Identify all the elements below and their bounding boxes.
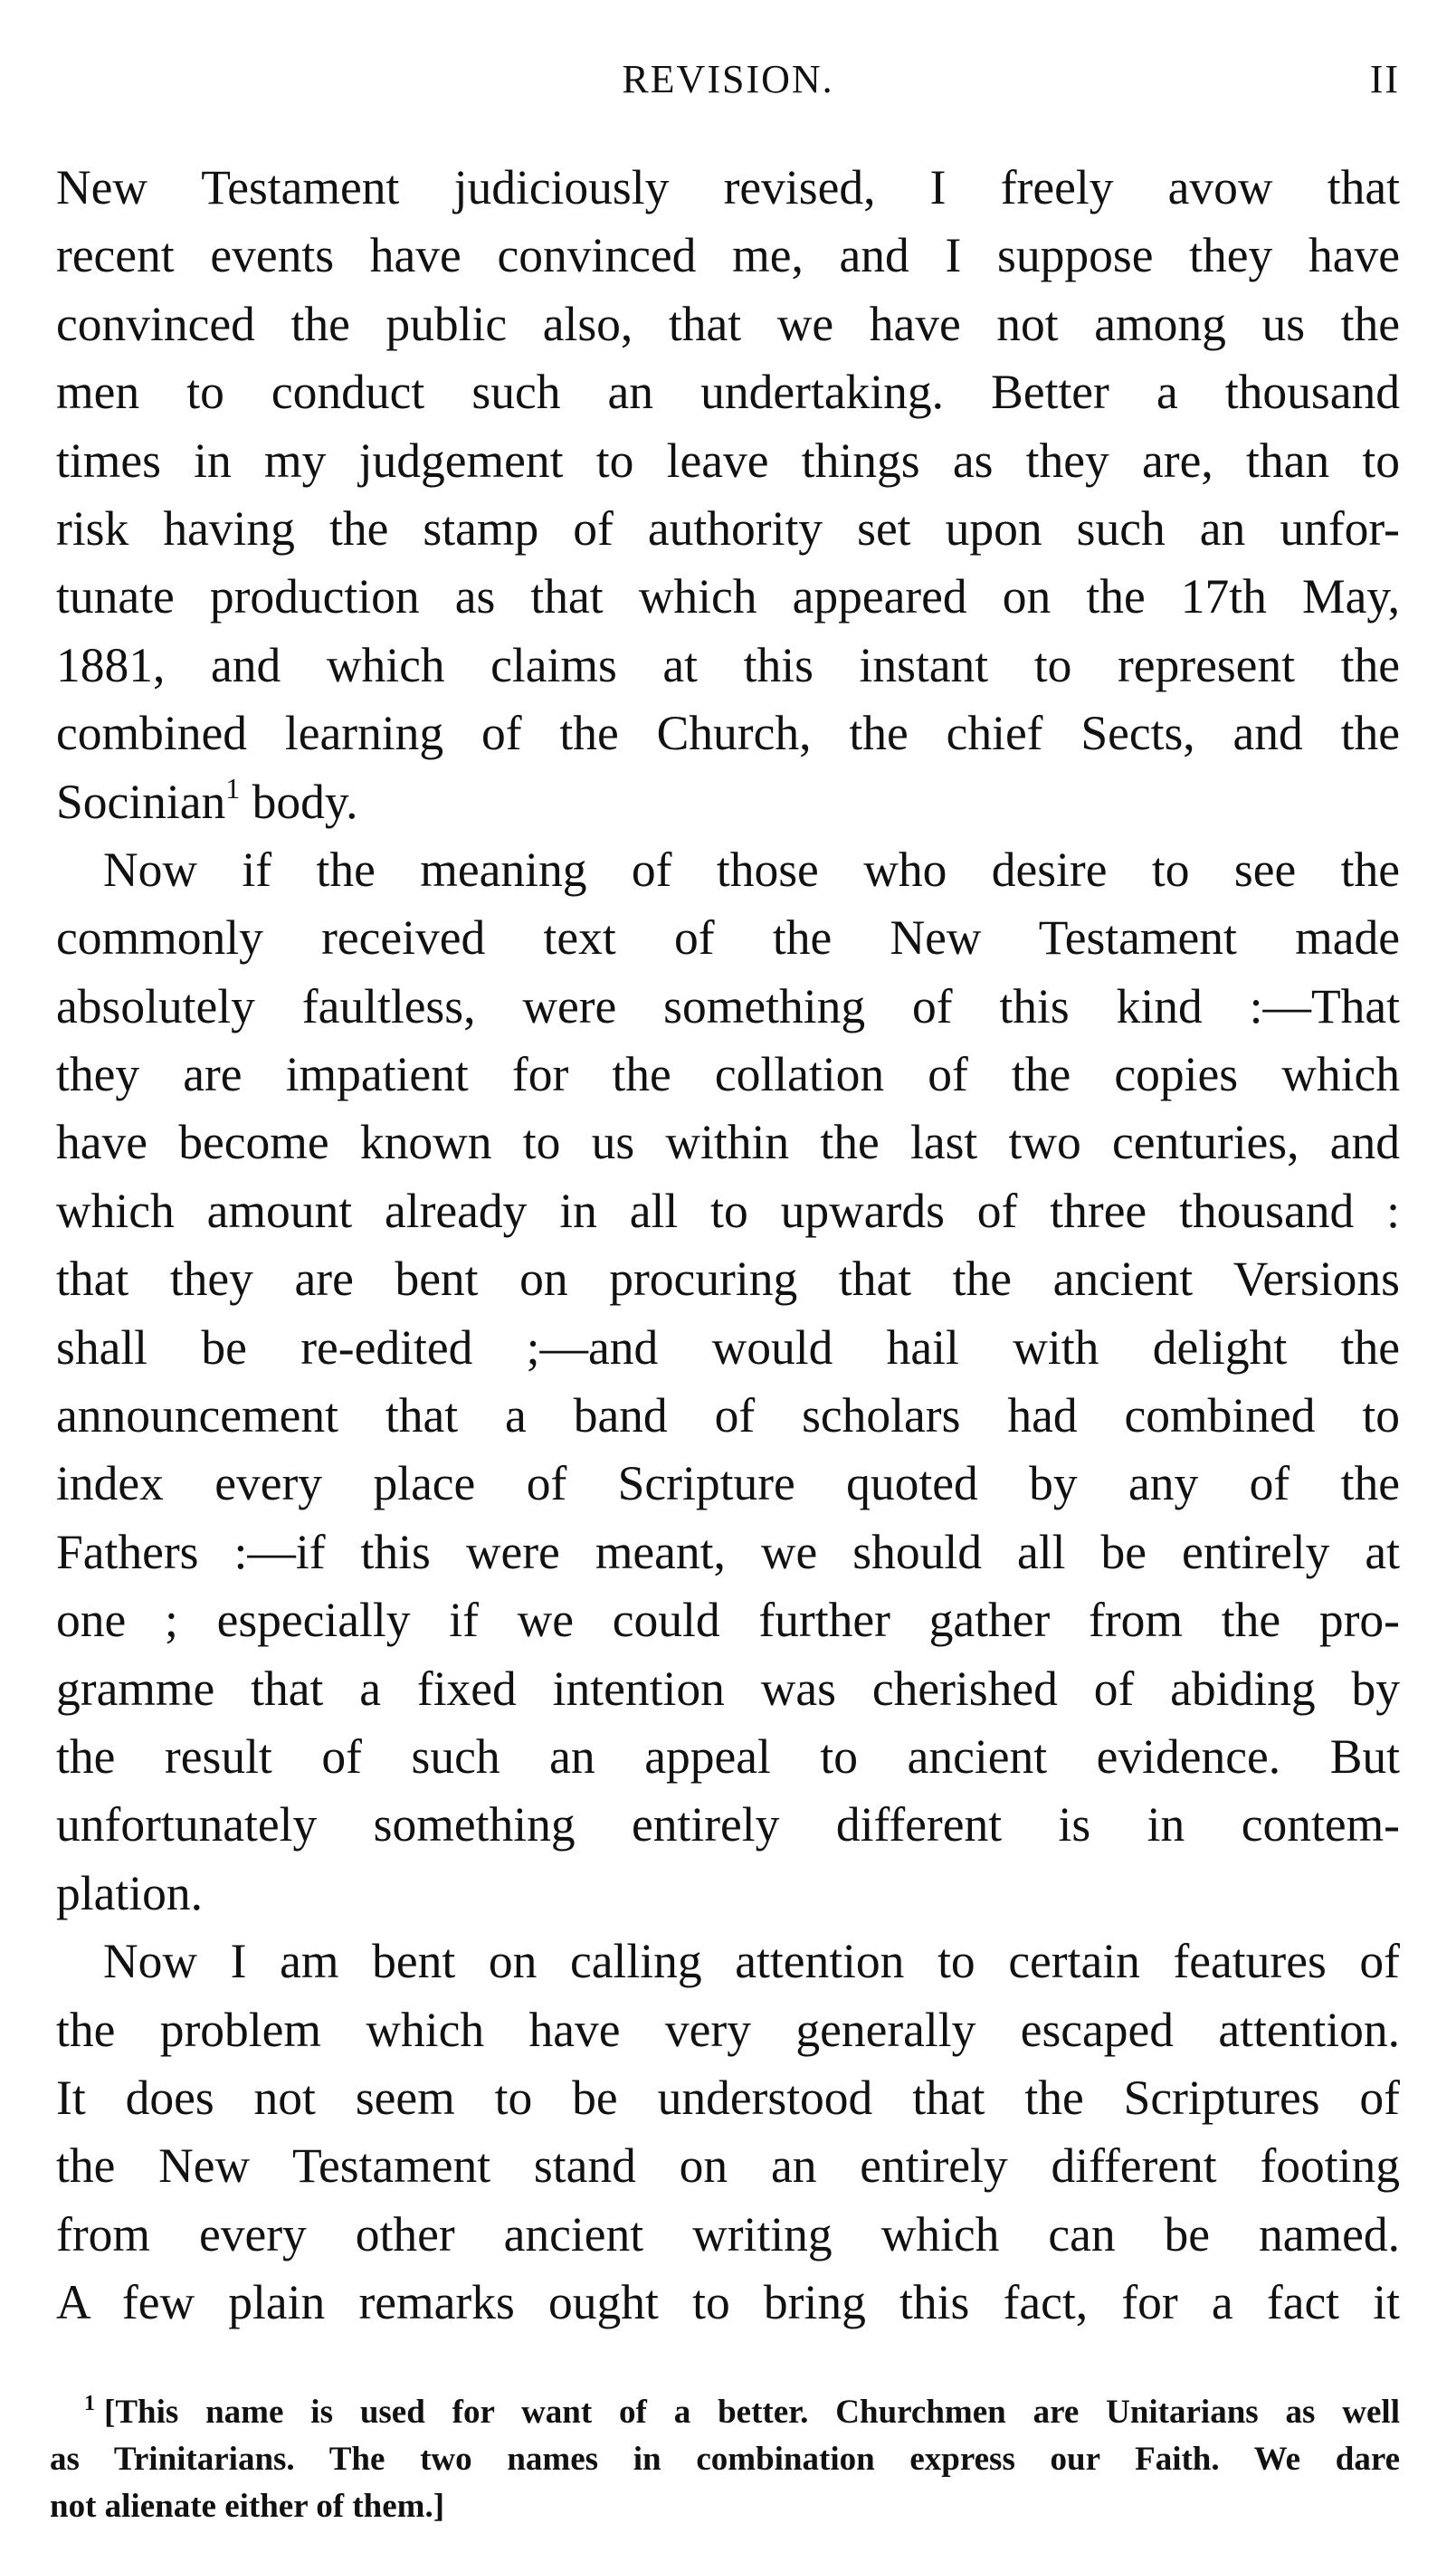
text-line-last [56,768,1400,836]
text-line: shall be re-edited ;—and would hail with delight the [56,1319,1400,1375]
text-line: recent events have convinced me, and I suppose they have [56,228,1400,283]
text-line: index every place of Scripture quoted by any of the [56,1456,1400,1511]
text-line: gramme that a fixed intention was cherished of abiding by [56,1661,1400,1716]
footnote-mark: 1 [84,2392,95,2415]
text-line: announcement that a band of scholars had combined to [56,1388,1400,1443]
footnote [50,2389,1400,2530]
footnote-reference: 1 [225,771,241,805]
text-fragment: Socinian [56,774,226,829]
text-line: unfortunately something entirely different is in contem- [56,1797,1400,1852]
text-line: A few plain remarks ought to bring this fact, for a fact it [56,2275,1400,2330]
body-text [56,154,1400,2338]
text-line: combined learning of the Church, the chief Sects, and the [56,706,1400,761]
footnote-line [50,2389,1400,2436]
text-line: commonly received text of the New Testament made [56,910,1400,966]
text-line: Now I am bent on calling attention to certain features of [103,1934,1400,1989]
paragraph-2 [56,836,1400,1928]
text-line: 1881, and which claims at this instant to represent the [56,637,1400,692]
text-line: Fathers :—if this were meant, we should all be entirely at [56,1524,1400,1579]
running-head [56,56,1400,110]
text-line: the problem which have very generally escaped attention. [56,2002,1400,2057]
page-number: II [1369,57,1400,101]
footnote-text: [This name is used for want of a better. Churchmen are Unitarians as well [104,2394,1400,2431]
text-line: tunate production as that which appeared on the 17th May, [56,569,1400,624]
text-line: Now if the meaning of those who desire to see the [103,842,1400,897]
text-line: which amount already in all to upwards of three thousand : [56,1183,1400,1238]
footnote-line: as Trinitarians. The two names in combination express our Faith. We dare [50,2441,1400,2478]
text-line-last: plation. [56,1865,203,1920]
footnote-line: not alienate either of them.] [50,2488,445,2525]
text-line: men to conduct such an undertaking. Better a thousand [56,365,1400,420]
text-line: the result of such an appeal to ancient evidence. But [56,1728,1400,1784]
text-line: that they are bent on procuring that the ancient Versions [56,1252,1400,1307]
text-line: absolutely faultless, were something of this kind :—That [56,978,1400,1033]
text-fragment: body. [240,774,358,829]
text-line: one ; especially if we could further gather from the pro- [56,1593,1400,1648]
text-line: have become known to us within the last two centuries, and [56,1115,1400,1170]
text-line: It does not seem to be understood that the Scriptures of [56,2070,1400,2125]
text-line: the New Testament stand on an entirely different footing [56,2138,1400,2194]
text-line: convinced the public also, that we have not among us the [56,296,1400,351]
text-line: risk having the stamp of authority set upon such an unfor- [56,500,1400,556]
paragraph-1 [56,154,1400,836]
text-line: times in my judgement to leave things as they are, than to [56,433,1400,488]
paragraph-3 [56,1928,1400,2337]
running-title: REVISION. [622,57,834,101]
text-line: they are impatient for the collation of the copies which [56,1047,1400,1102]
text-line: from every other ancient writing which can be named. [56,2206,1400,2262]
text-line: New Testament judiciously revised, I freely avow that [56,160,1400,214]
